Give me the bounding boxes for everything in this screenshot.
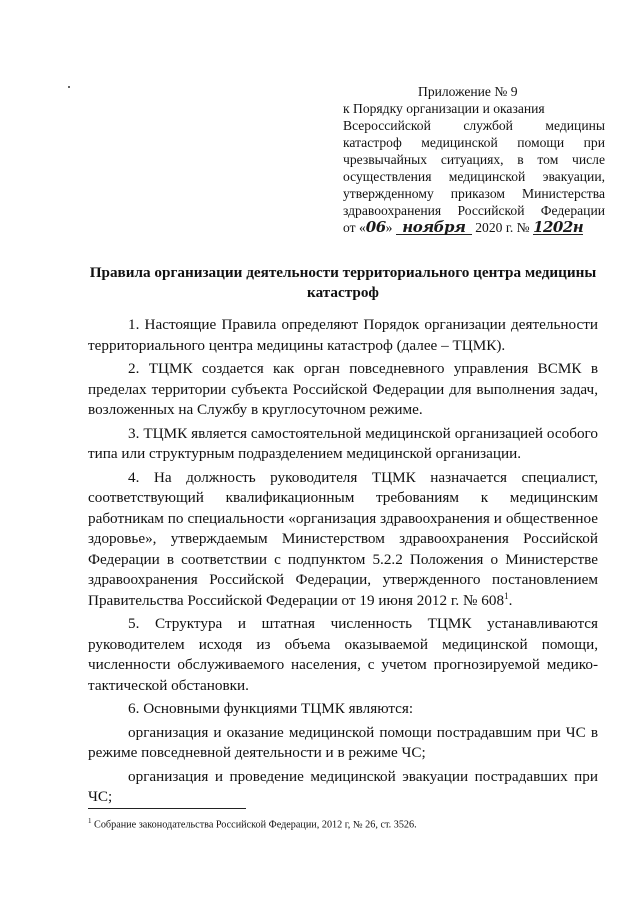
document-heading: Правила организации деятельности территориального центра медицины катастроф <box>89 264 597 301</box>
footnote-marker: 1 <box>88 817 92 825</box>
paragraph-3: 3. ТЦМК является самостоятельной медицинской организацией особого типа или структурным подразделением медицинской организации. <box>88 424 598 462</box>
document-body <box>88 315 598 808</box>
function-item: организация и проведение медицинской эвакуации пострадавших при ЧС; <box>88 767 598 805</box>
appendix-line: Всероссийской службой медицины <box>343 118 605 133</box>
paragraph-1: 1. Настоящие Правила определяют Порядок организации деятельности территориального центра медицины катастроф (далее – ТЦМК). <box>88 316 598 354</box>
paragraph-5: 5. Структура и штатная численность ТЦМК устанавливаются руководителем исходя из объема оказываемой медицинской помощи, численности обслуживаемого населения, с учетом прогнозируемой медико-тактической обстановки. <box>88 615 598 694</box>
paragraph-4 <box>88 468 598 612</box>
order-number-handwritten: 1202н <box>533 218 584 236</box>
footnote-text: Собрание законодательства Российской Федерации, 2012 г, № 26, ст. 3526. <box>91 819 417 831</box>
order-date-line <box>343 219 605 236</box>
date-prefix: от « <box>343 220 366 235</box>
footnote-divider <box>88 808 246 809</box>
footnote-reference: 1 <box>504 590 509 601</box>
paragraph-6: 6. Основными функциями ТЦМК являются: <box>128 700 414 717</box>
appendix-line: утвержденному приказом Министерства <box>343 186 605 201</box>
date-month-handwritten: ноября <box>396 220 472 235</box>
paragraph-2: 2. ТЦМК создается как орган повседневного управления ВСМК в пределах территории субъекта Российской Федерации для выполнения задач, возложенных на Службу в круглосуточном режиме. <box>88 360 598 418</box>
paragraph-4-text: 4. На должность руководителя ТЦМК назначается специалист, соответствующий квалификационным требованиям к медицинским работникам по специальности «организация здравоохранения и общественное здоровье», утверждаемым Министерством здравоохранения Российской Федерации в соответствии с подпунктом 5.2.2 Положения о Министерстве здравоохранения Российской Федерации, утвержденного постановлением Правительства Российской Федерации от 19 июня 2012 г. № 608 <box>88 468 598 609</box>
date-day-handwritten: 06 <box>365 218 386 236</box>
date-year: 2020 г. № <box>475 220 530 235</box>
function-item: организация и оказание медицинской помощи пострадавшим при ЧС в режиме повседневной деятельности и в режиме ЧС; <box>88 723 598 761</box>
paragraph-4-end: . <box>508 591 513 609</box>
appendix-line: к Порядку организации и оказания <box>343 101 545 116</box>
footnote <box>88 815 417 831</box>
appendix-block <box>343 83 605 236</box>
date-quote-close: » <box>385 220 393 235</box>
appendix-line: здравоохранения Российской Федерации <box>343 203 605 218</box>
appendix-line: катастроф медицинской помощи при <box>343 135 605 150</box>
appendix-line: чрезвычайных ситуациях, в том числе <box>343 152 605 167</box>
appendix-line: осуществления медицинской эвакуации, <box>343 169 605 184</box>
scan-speck <box>68 86 70 88</box>
appendix-title: Приложение № 9 <box>418 84 518 99</box>
